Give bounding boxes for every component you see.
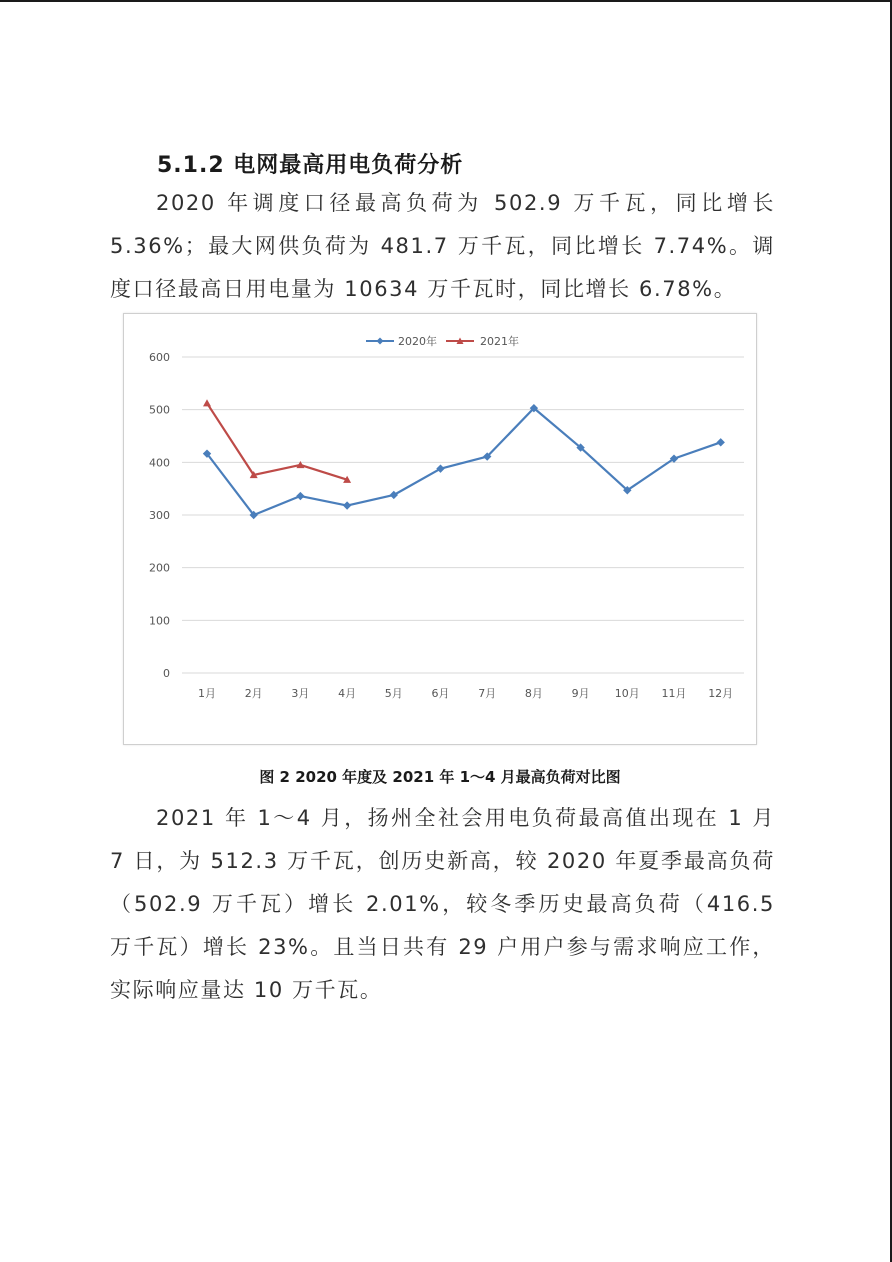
section-heading: 5.1.2 电网最高用电负荷分析 bbox=[157, 153, 464, 178]
page-top-border bbox=[0, 0, 892, 2]
legend-label: 2020年 bbox=[398, 335, 437, 348]
series-line bbox=[207, 408, 721, 515]
series-line bbox=[207, 403, 347, 480]
y-tick-label: 100 bbox=[149, 614, 170, 628]
data-point-marker bbox=[390, 491, 398, 499]
x-tick-label: 5月 bbox=[384, 687, 403, 700]
x-tick-label: 4月 bbox=[338, 687, 357, 700]
y-tick-label: 500 bbox=[149, 403, 170, 417]
x-tick-label: 11月 bbox=[661, 687, 687, 700]
y-tick-label: 400 bbox=[149, 456, 170, 470]
x-tick-label: 7月 bbox=[478, 687, 497, 700]
x-tick-label: 1月 bbox=[198, 687, 216, 700]
data-point-marker bbox=[717, 438, 725, 446]
x-tick-label: 6月 bbox=[431, 687, 450, 700]
x-tick-label: 10月 bbox=[614, 687, 640, 700]
x-tick-label: 8月 bbox=[524, 687, 543, 700]
x-tick-label: 2月 bbox=[244, 687, 263, 700]
legend-marker bbox=[377, 338, 384, 345]
x-tick-label: 9月 bbox=[571, 687, 590, 700]
legend-label: 2021年 bbox=[480, 335, 519, 348]
x-tick-label: 12月 bbox=[708, 687, 734, 700]
load-comparison-chart bbox=[123, 313, 757, 745]
data-point-marker bbox=[203, 399, 211, 406]
y-tick-label: 200 bbox=[149, 561, 170, 575]
data-point-marker bbox=[436, 464, 444, 472]
y-tick-label: 300 bbox=[149, 509, 170, 522]
data-point-marker bbox=[343, 501, 351, 509]
y-tick-label: 600 bbox=[149, 351, 170, 364]
chart-svg bbox=[124, 314, 756, 744]
paragraph-2020-summary: 2020 年调度口径最高负荷为 502.9 万千瓦，同比增长 5.36%；最大网供负荷为 481.7 万千瓦，同比增长 7.74%。调度口径最高日用电量为 10634 万千瓦时，同比增长 6.78%。 bbox=[110, 191, 775, 301]
data-point-marker bbox=[296, 492, 304, 500]
y-tick-label: 0 bbox=[163, 667, 170, 680]
paragraph-2021-peak: 2021 年 1～4 月，扬州全社会用电负荷最高值出现在 1 月 7 日，为 512.3 万千瓦，创历史新高，较 2020 年夏季最高负荷（502.9 万千瓦）增长 2.01%，较冬季历史最高负荷（416.5 万千瓦）增长 23%。且当日共有 29 户用户参与需求响应工作，实际响应量达 10 万千瓦。 bbox=[110, 806, 775, 1002]
figure-caption: 图 2 2020 年度及 2021 年 1～4 月最高负荷对比图 bbox=[259, 768, 621, 786]
x-tick-label: 3月 bbox=[291, 687, 310, 700]
